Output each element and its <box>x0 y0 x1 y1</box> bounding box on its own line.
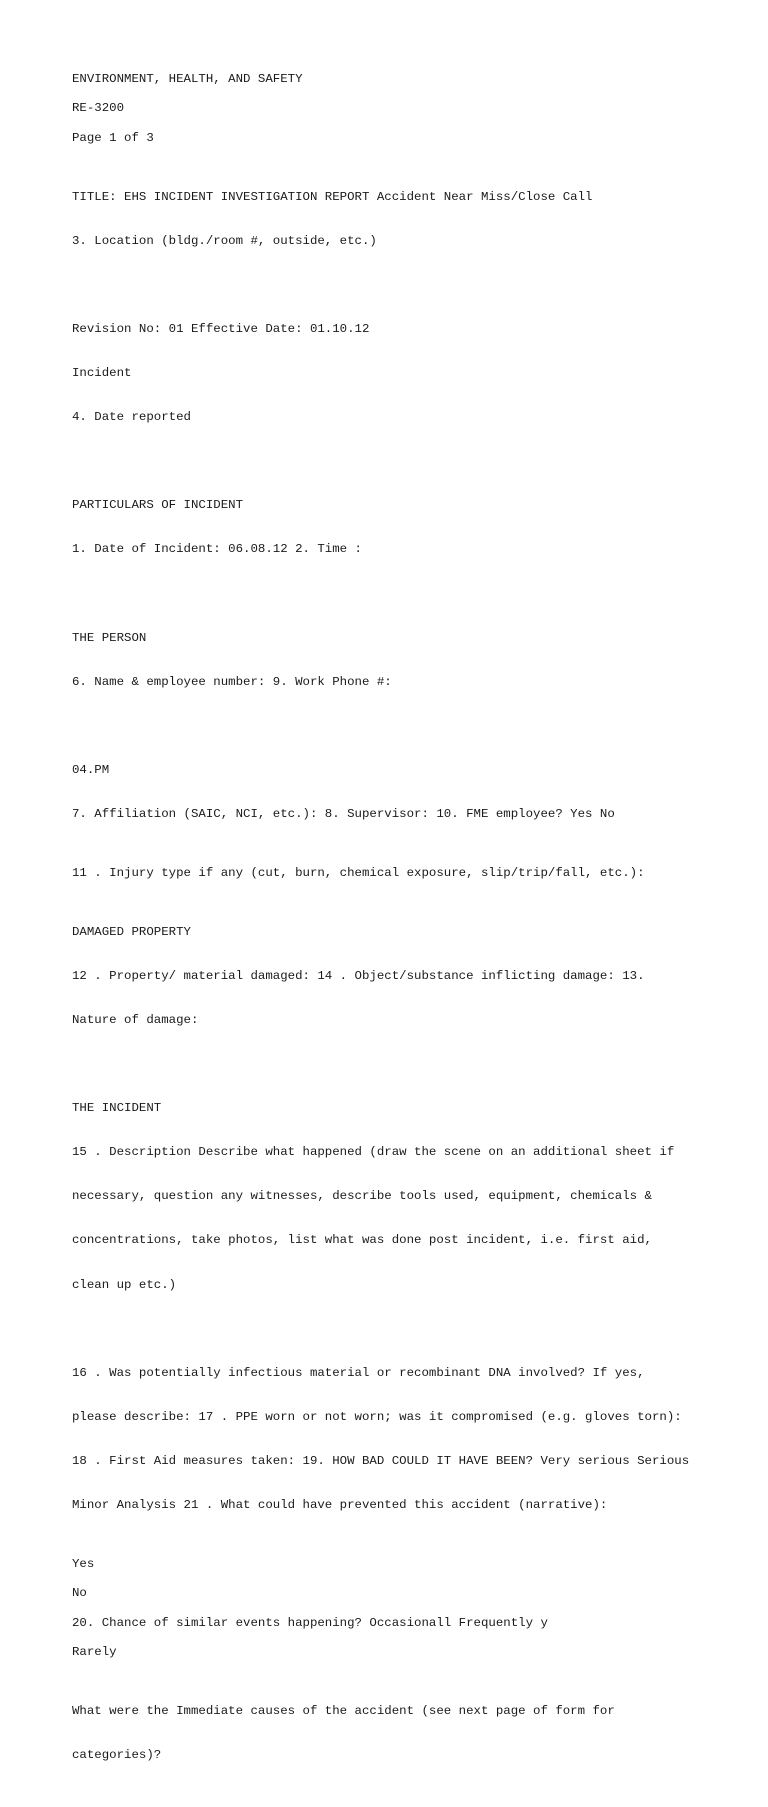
injury-field: 11 . Injury type if any (cut, burn, chemical exposure, slip/trip/fall, etc.): <box>72 865 645 880</box>
incident-section <box>72 1072 732 1322</box>
department-header: ENVIRONMENT, HEALTH, AND SAFETY <box>72 72 303 86</box>
questions-block <box>72 1336 732 1542</box>
person-heading: THE PERSON <box>72 630 147 645</box>
chance-field: 20. Chance of similar events happening? Occasionall Frequently y <box>72 1615 548 1630</box>
report-page <box>72 72 732 1807</box>
damaged-property-section <box>72 895 732 1057</box>
incident-heading: THE INCIDENT <box>72 1101 162 1116</box>
name-phone-field: 6. Name & employee number: 9. Work Phone #: <box>72 674 392 689</box>
affiliation-field: 7. Affiliation (SAIC, NCI, etc.): 8. Supervisor: 10. FME employee? Yes No <box>72 807 615 822</box>
option-rarely: Rarely <box>72 1645 117 1659</box>
causes-line-1: What were the Immediate causes of the accident (see next page of form for <box>72 1703 615 1718</box>
date-time-field: 1. Date of Incident: 06.08.12 2. Time : <box>72 542 362 557</box>
particulars-section <box>72 469 732 587</box>
time-value: 04.PM <box>72 762 110 777</box>
option-yes: Yes <box>72 1556 95 1571</box>
description-line-2: necessary, question any witnesses, describe tools used, equipment, chemicals & <box>72 1189 652 1204</box>
question-line-3: 18 . First Aid measures taken: 19. HOW BAD COULD IT HAVE BEEN? Very serious Serious <box>72 1453 690 1468</box>
description-line-3: concentrations, take photos, list what was done post incident, i.e. first aid, <box>72 1233 652 1248</box>
causes-line-2: categories)? <box>72 1747 162 1762</box>
particulars-heading: PARTICULARS OF INCIDENT <box>72 498 244 513</box>
incident-label: Incident <box>72 366 132 380</box>
description-line-1: 15 . Description Describe what happened (draw the scene on an additional sheet if <box>72 1145 675 1160</box>
damaged-property-heading: DAMAGED PROPERTY <box>72 924 191 939</box>
question-line-4: Minor Analysis 21 . What could have prevented this accident (narrative): <box>72 1498 608 1513</box>
description-line-4: clean up etc.) <box>72 1277 177 1292</box>
revision-block <box>72 292 732 454</box>
date-reported-field: 4. Date reported <box>72 410 191 425</box>
location-field: 3. Location (bldg./room #, outside, etc.) <box>72 233 377 248</box>
question-line-1: 16 . Was potentially infectious material or recombinant DNA involved? If yes, <box>72 1365 645 1380</box>
page-indicator: Page 1 of 3 <box>72 130 154 145</box>
revision-info: Revision No: 01 Effective Date: 01.10.12 <box>72 321 370 336</box>
title-block <box>72 160 732 278</box>
property-damage-line-2: Nature of damage: <box>72 1012 199 1027</box>
report-title: TITLE: EHS INCIDENT INVESTIGATION REPORT Accident Near Miss/Close Call <box>72 189 593 204</box>
option-no: No <box>72 1586 87 1601</box>
causes-block <box>72 1674 732 1792</box>
person-section <box>72 601 732 719</box>
time-affiliation-block <box>72 734 732 852</box>
question-line-2: please describe: 17 . PPE worn or not worn; was it compromised (e.g. gloves torn): <box>72 1409 682 1424</box>
form-number: RE-3200 <box>72 101 125 116</box>
property-damage-line-1: 12 . Property/ material damaged: 14 . Object/substance inflicting damage: 13. <box>72 968 645 983</box>
